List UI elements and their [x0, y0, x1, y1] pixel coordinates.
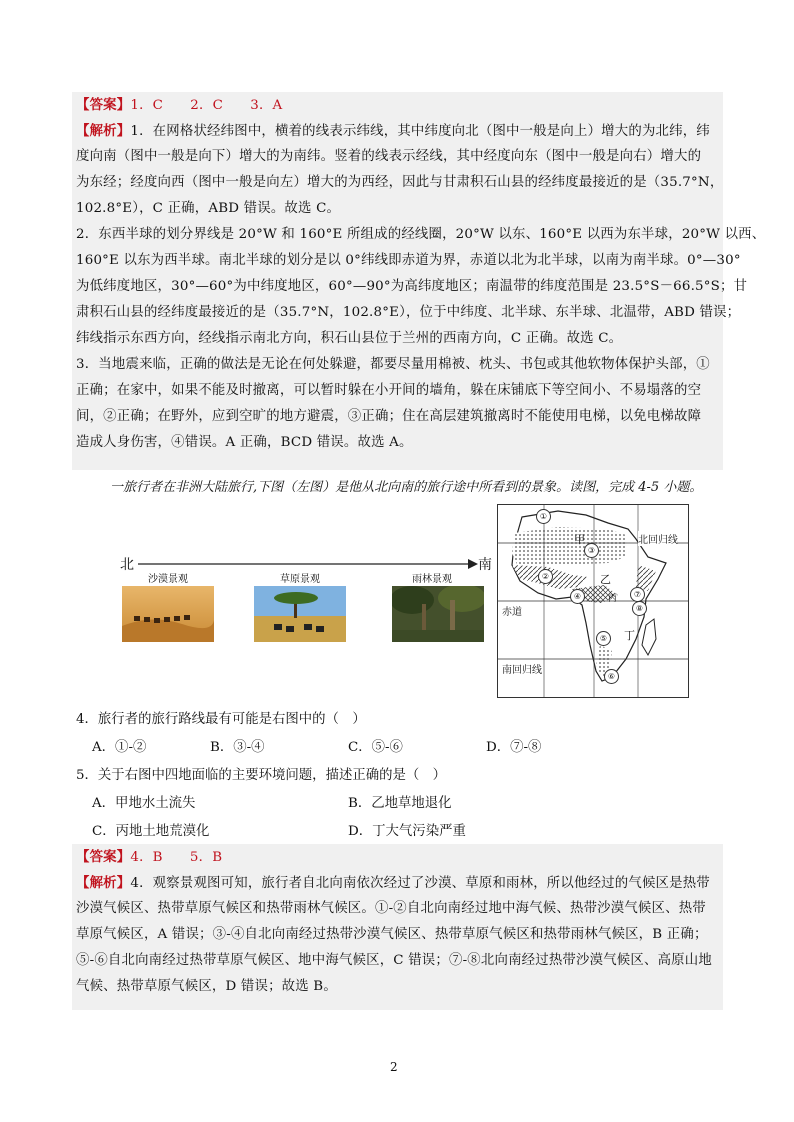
point-1: ①	[536, 509, 551, 524]
point-8: ⑧	[632, 601, 647, 616]
analysis-line: 102.8°E），C 正确，ABD 错误。故选 C。	[76, 201, 341, 216]
page-number: 2	[390, 1060, 398, 1074]
rainforest-label: 雨林景观	[412, 574, 452, 585]
q4-option-d: D．⑦-⑧	[486, 740, 542, 755]
region-bing: 丙	[608, 594, 618, 604]
analysis-line: 造成人身伤害，④错误。A 正确，BCD 错误。故选 A。	[76, 435, 413, 450]
analysis-line: 草原气候区，A 错误；③-④自北向南经过热带沙漠气候区、热带草原气候区和热带雨林气候区，B 正确；	[76, 927, 708, 942]
equator-label: 赤道	[502, 607, 522, 618]
desert-label: 沙漠景观	[148, 574, 188, 585]
analysis-line: 气候、热带草原气候区，D 错误；故选 B。	[76, 979, 337, 994]
rainforest-photo	[392, 586, 484, 642]
analysis-line: 肃积石山县的经纬度最接近的是（35.7°N，102.8°E），位于中纬度、北半球、东半球、北温带，ABD 错误；	[76, 305, 741, 320]
q4-option-a: A．①-②	[92, 740, 147, 755]
analysis-line: ⑤-⑥自北向南经过热带草原气候区、地中海气候区，C 错误；⑦-⑧北向南经过热带沙漠气候区、高原山地	[76, 953, 712, 968]
north-label: 北	[120, 557, 134, 573]
region-ding: 丁	[624, 629, 635, 642]
analysis-line: 间，②正确；在野外，应到空旷的地方避震，③正确；住在高层建筑撤离时不能使用电梯，以免电梯故障	[76, 409, 702, 424]
q5-option-d: D．丁大气污染严重	[348, 824, 466, 839]
question-5: 5．关于右图中四地面临的主要环境问题，描述正确的是（ ）	[76, 768, 447, 783]
answer-text: 4．B 5．B	[130, 850, 223, 865]
analysis-line: 度向南（图中一般是向下）增大的为南纬。竖着的线表示经线，其中经度向东（图中一般是向右）增大的	[76, 149, 702, 164]
analysis-line	[76, 870, 710, 897]
point-3: ③	[584, 543, 599, 558]
tropic-north-label: 北回归线	[638, 531, 678, 546]
analysis-text: 1．在网格状经纬图中，横着的线表示纬线，其中纬度向北（图中一般是向上）增大的为北纬，纬	[130, 124, 710, 139]
desert-photo	[122, 586, 214, 642]
q5-option-c: C．丙地土地荒漠化	[92, 824, 210, 839]
analysis-text: 4．观察景观图可知，旅行者自北向南依次经过了沙漠、草原和雨林，所以他经过的气候区是热带	[130, 876, 710, 891]
q5-option-b: B．乙地草地退化	[348, 796, 452, 811]
q5-option-a: A．甲地水土流失	[92, 796, 196, 811]
grassland-photo	[254, 586, 346, 642]
point-7: ⑦	[630, 587, 645, 602]
analysis-line: 2．东西半球的划分界线是 20°W 和 160°E 所组成的经线圈，20°W 以东、160°E 以西为东半球，20°W 以西、	[76, 227, 766, 242]
scene-figure	[120, 550, 500, 660]
question-intro: 一旅行者在非洲大陆旅行,下图（左图）是他从北向南的旅行途中所看到的景象。读图，完成 4-5 小题。	[110, 480, 703, 495]
analysis-line: 为东经；经度向西（图中一般是向左）增大的为西经，因此与甘肃积石山县的经纬度最接近的是（35.7°N，	[76, 175, 724, 190]
analysis-line	[76, 118, 710, 145]
point-5: ⑤	[596, 631, 611, 646]
question-4: 4．旅行者的旅行路线最有可能是右图中的（ ）	[76, 712, 366, 727]
q4-option-b: B．③-④	[210, 740, 265, 755]
analysis-line: 正确；在家中，如果不能及时撤离，可以暂时躲在小开间的墙角，躲在床铺底下等空间小、不易塌落的空	[76, 383, 702, 398]
region-yi: 乙	[600, 573, 611, 586]
point-4: ④	[570, 589, 585, 604]
point-6: ⑥	[604, 669, 619, 684]
africa-map	[497, 504, 689, 698]
answer-line-1	[76, 92, 282, 119]
analysis-line: 3．当地震来临，正确的做法是无论在何处躲避，都要尽量用棉被、枕头、书包或其他软物体保护头部，①	[76, 357, 710, 372]
point-2: ②	[538, 569, 553, 584]
answer-tag: 【答案】	[76, 849, 131, 865]
tropic-south-label: 南回归线	[502, 665, 542, 676]
analysis-line: 为低纬度地区，30°—60°为中纬度地区，60°—90°为高纬度地区；南温带的纬度范围是 23.5°S－66.5°S；甘	[76, 279, 748, 294]
analysis-line: 纬线指示东西方向，经线指示南北方向，积石山县位于兰州的西南方向，C 正确。故选 C。	[76, 331, 623, 346]
region-jia: 甲	[574, 533, 585, 546]
answer-tag: 【答案】	[76, 97, 131, 113]
analysis-tag: 【解析】	[76, 875, 131, 891]
analysis-line: 160°E 以东为西半球。南北半球的划分是以 0°纬线即赤道为界，赤道以北为北半球，以南为南半球。0°—30°	[76, 253, 741, 268]
answer-line-2	[76, 844, 222, 871]
q4-option-c: C．⑤-⑥	[348, 740, 403, 755]
answer-text: 1．C 2．C 3．A	[130, 98, 283, 113]
analysis-line: 沙漠气候区、热带草原气候区和热带雨林气候区。①-②自北向南经过地中海气候、热带沙漠气候区、热带	[76, 901, 706, 916]
grassland-label: 草原景观	[280, 574, 320, 585]
south-label: 南	[478, 557, 492, 573]
analysis-tag: 【解析】	[76, 123, 131, 139]
